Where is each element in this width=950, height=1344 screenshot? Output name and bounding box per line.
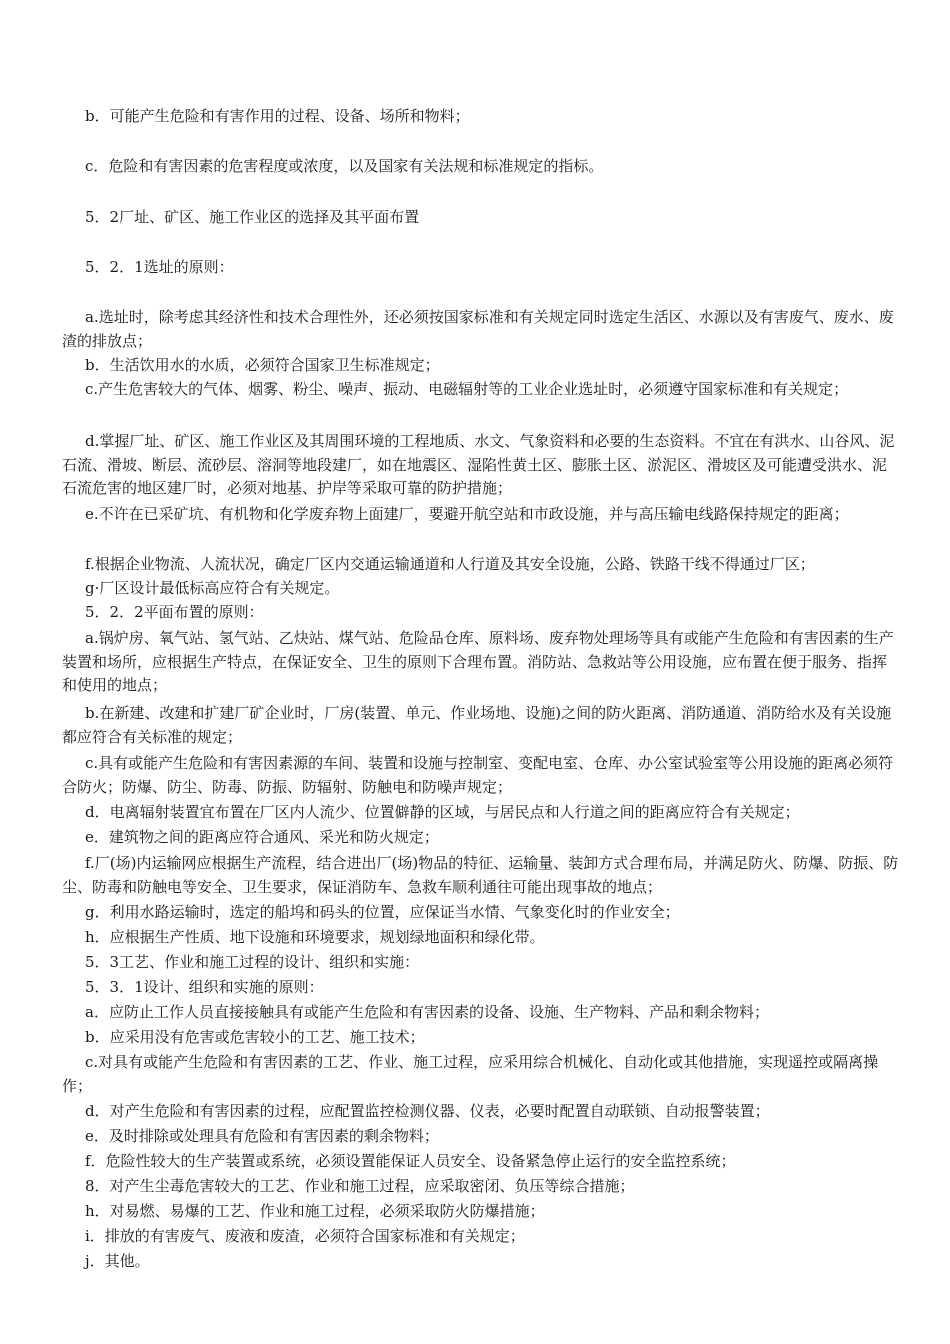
- paragraph: h．对易燃、易爆的工艺、作业和施工过程，必须采取防火防爆措施；: [85, 1202, 545, 1220]
- paragraph: c．危险和有害因素的危害程度或浓度，以及国家有关法规和标准规定的指标。: [85, 157, 604, 175]
- paragraph: 8．对产生尘毒危害较大的工艺、作业和施工过程，应采取密闭、负压等综合措施；: [85, 1177, 635, 1195]
- paragraph: b．可能产生危险和有害作用的过程、设备、场所和物料；: [85, 107, 470, 125]
- subsection-heading: 5．2．2平面布置的原则：: [85, 603, 264, 621]
- paragraph: i．排放的有害废气、废液和废渣，必须符合国家标准和有关规定；: [85, 1227, 525, 1245]
- subsection-heading: 5．2．1选址的原则：: [85, 258, 234, 276]
- paragraph: b．应采用没有危害或危害较小的工艺、施工技术；: [85, 1028, 425, 1046]
- paragraph: e．建筑物之间的距离应符合通风、采光和防火规定；: [85, 828, 439, 846]
- paragraph: a.选址时，除考虑其经济性和技术合理性外，还必须按国家标准和有关规定同时选定生活区、水源以及有害废气、废水、废渣的排放点；: [62, 308, 894, 350]
- paragraph: g·厂区设计最低标高应符合有关规定。: [85, 579, 340, 597]
- section-heading: 5．3工艺、作业和施工过程的设计、组织和实施：: [85, 953, 420, 971]
- paragraph: d．电离辐射装置宜布置在厂区内人流少、位置僻静的区域，与居民点和人行道之间的距离应符合有关规定；: [85, 803, 800, 821]
- paragraph: a．应防止工作人员直接接触具有或能产生危险和有害因素的设备、设施、生产物料、产品和剩余物料；: [85, 1003, 769, 1021]
- subsection-heading: 5．3．1设计、组织和实施的原则：: [85, 978, 324, 996]
- paragraph: f.厂(场)内运输网应根据生产流程，结合进出厂(场)物品的特征、运输量、装卸方式合理布局，并满足防火、防爆、防振、防尘、防毒和防触电等安全、卫生要求，保证消防车、急救车顺利通往可能出现事故的地点；: [62, 854, 899, 896]
- paragraph: g．利用水路运输时，选定的船坞和码头的位置，应保证当水情、气象变化时的作业安全；: [85, 903, 680, 921]
- paragraph: d.掌握厂址、矿区、施工作业区及其周围环境的工程地质、水文、气象资料和必要的生态资料。不宜在有洪水、山谷风、泥石流、滑坡、断层、流砂层、溶洞等地段建厂，如在地震区、湿陷性黄土区、膨胀土区、淤泥区、滑坡区及可能遭受洪水、泥石流危害的地区建厂时，必须对地基、护岸等采取可靠的防护措施；: [62, 432, 895, 497]
- paragraph: c.对具有或能产生危险和有害因素的工艺、作业、施工过程，应采用综合机械化、自动化或其他措施，实现遥控或隔离操作；: [62, 1053, 879, 1095]
- paragraph: a.锅炉房、氧气站、氢气站、乙炔站、煤气站、危险品仓库、原料场、废弃物处理场等具有或能产生危险和有害因素的生产装置和场所，应根据生产特点，在保证安全、卫生的原则下合理布置。消防站、急救站等公用设施，应布置在便于服务、指挥和使用的地点；: [62, 629, 894, 694]
- paragraph: j．其他。: [85, 1252, 150, 1270]
- paragraph: e．及时排除或处理具有危险和有害因素的剩余物料；: [85, 1127, 439, 1145]
- paragraph: d．对产生危险和有害因素的过程，应配置监控检测仪器、仪表，必要时配置自动联锁、自动报警装置；: [85, 1102, 770, 1120]
- paragraph: h．应根据生产性质、地下设施和环境要求，规划绿地面积和绿化带。: [85, 928, 545, 946]
- paragraph: e.不许在已采矿坑、有机物和化学废弃物上面建厂，要避开航空站和市政设施，并与高压输电线路保持规定的距离；: [85, 505, 849, 523]
- paragraph: b．生活饮用水的水质，必须符合国家卫生标准规定；: [85, 356, 440, 374]
- paragraph: f．危险性较大的生产装置或系统，必须设置能保证人员安全、设备紧急停止运行的安全监控系统；: [85, 1152, 736, 1170]
- paragraph: b.在新建、改建和扩建厂矿企业时，厂房(装置、单元、作业场地、设施)之间的防火距离、消防通道、消防给水及有关设施都应符合有关标准的规定；: [62, 704, 892, 746]
- paragraph: f.根据企业物流、人流状况，确定厂区内交通运输通道和人行道及其安全设施，公路、铁路干线不得通过厂区；: [85, 555, 815, 573]
- paragraph: c.产生危害较大的气体、烟雾、粉尘、噪声、振动、电磁辐射等的工业企业选址时，必须遵守国家标准和有关规定；: [85, 380, 849, 398]
- paragraph: c.具有或能产生危险和有害因素源的车间、装置和设施与控制室、变配电室、仓库、办公室试验室等公用设施的距离必须符合防火；防爆、防尘、防毒、防振、防辐射、防触电和防噪声规定；: [62, 754, 894, 796]
- section-heading: 5．2厂址、矿区、施工作业区的选择及其平面布置: [85, 208, 420, 226]
